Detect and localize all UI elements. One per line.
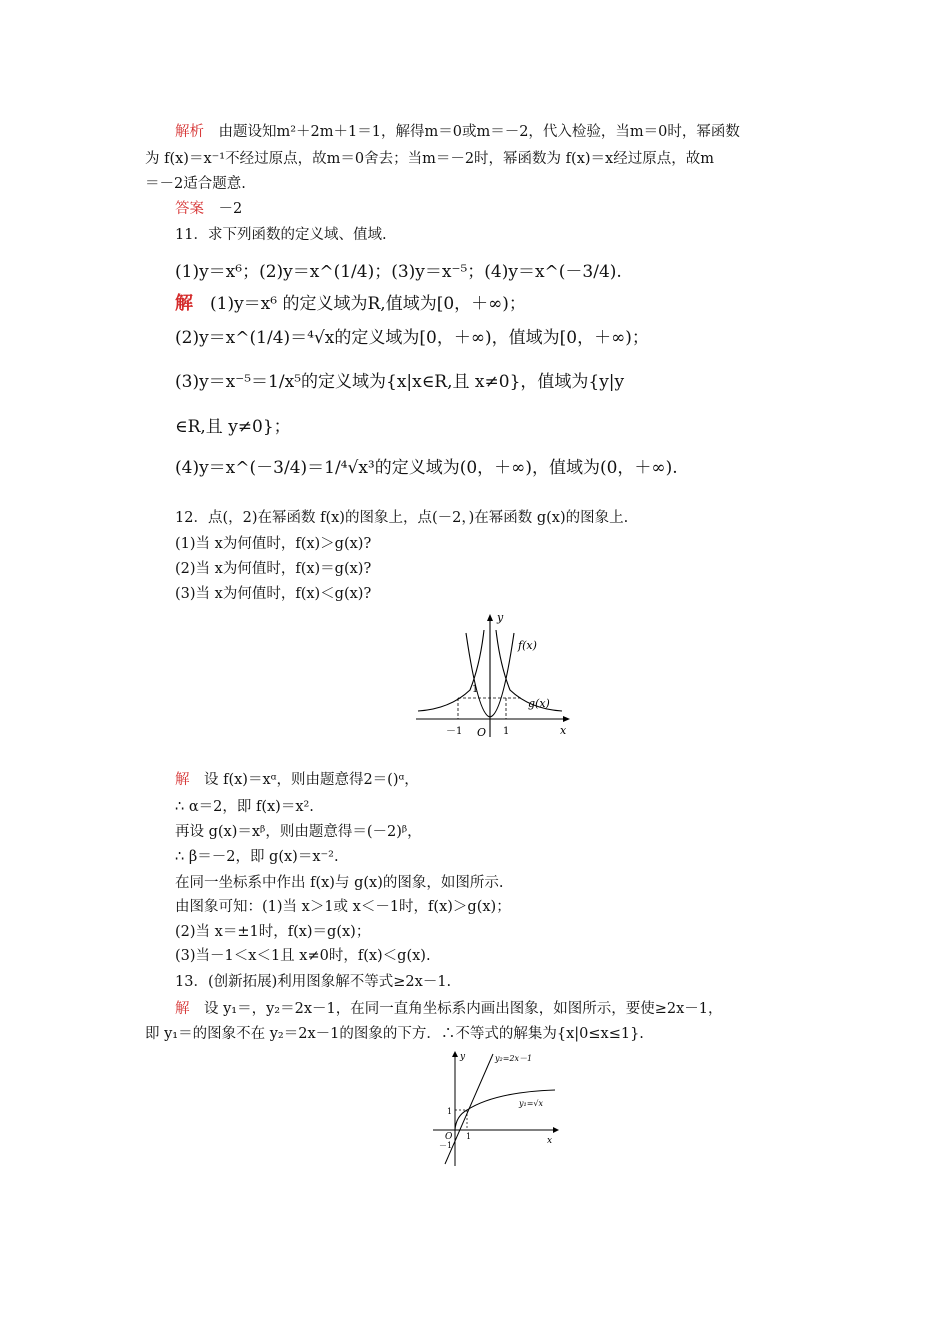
g-curve-left xyxy=(418,630,484,711)
problem-13-title: 13．(创新拓展)利用图象解不等式≥2x－1. xyxy=(175,974,452,990)
figure-inequality xyxy=(425,1046,565,1168)
tick-1: 1 xyxy=(466,1132,472,1141)
solution-13-line-2: 即 y₁＝的图象不在 y₂＝2x－1的图象的下方．∴不等式的解集为{x|0≤x≤1}. xyxy=(145,1026,644,1042)
g-label: g(x) xyxy=(528,697,550,710)
tick-neg1: －1 xyxy=(446,726,463,737)
label-solution: 解 xyxy=(175,293,193,314)
y-axis-label: y xyxy=(460,1052,466,1062)
problem-11-functions: (1)y＝x⁶；(2)y＝x^(1/4)；(3)y＝x⁻⁵；(4)y＝x^(－3/4). xyxy=(175,262,622,282)
solution-11-line-2: (2)y＝x^(1/4)＝⁴√x的定义域为[0，＋∞)，值域为[0，＋∞)； xyxy=(175,328,649,348)
solution-11-line-5: (4)y＝x^(－3/4)＝1/⁴√x³的定义域为(0，＋∞)，值域为(0，＋∞). xyxy=(175,458,678,478)
answer-10: 答案 －2 xyxy=(175,201,243,217)
origin-label: O xyxy=(445,1132,453,1142)
tick-y1: 1 xyxy=(472,684,479,695)
tick-yneg1: －1 xyxy=(439,1141,453,1150)
solution-10-line-1: 解析 由题设知m²＋2m＋1＝1，解得m＝0或m＝－2，代入检验，当m＝0时，幂函数 xyxy=(175,124,740,140)
x-axis-arrow xyxy=(563,716,570,722)
problem-12-q2: (2)当 x为何值时，f(x)＝g(x)? xyxy=(175,561,372,577)
origin-label: O xyxy=(477,726,487,739)
line-label: y₂=2x－1 xyxy=(495,1054,533,1063)
problem-12-q1: (1)当 x为何值时，f(x)＞g(x)? xyxy=(175,536,372,552)
solution-11-line-3: (3)y＝x⁻⁵＝1/x⁵的定义域为{x|x∈R,且 x≠0}，值域为{y|y xyxy=(175,372,625,392)
solution-12-line-4: ∴ β＝－2，即 g(x)＝x⁻². xyxy=(175,849,339,865)
x-axis-label: x xyxy=(560,724,567,737)
label-answer: 答案 xyxy=(175,201,204,217)
label-solution: 解 xyxy=(175,1001,190,1017)
f-label: f(x) xyxy=(518,639,537,652)
solution-12-line-7: (2)当 x＝±1时，f(x)＝g(x)； xyxy=(175,924,371,940)
x-axis-label: x xyxy=(547,1136,553,1146)
curve-label: y₁=√x xyxy=(519,1099,544,1108)
curve-y1 xyxy=(455,1090,555,1130)
problem-12-q3: (3)当 x为何值时，f(x)＜g(x)? xyxy=(175,586,372,602)
problem-12-title: 12．点(，2)在幂函数 f(x)的图象上，点(－2，)在幂函数 g(x)的图象上. xyxy=(175,510,629,526)
solution-13-line-1: 解 设 y₁＝，y₂＝2x－1，在同一直角坐标系内画出图象，如图所示，要使≥2x－1， xyxy=(175,1001,723,1017)
y-axis-label: y xyxy=(497,611,504,624)
solution-12-line-6: 由图象可知：(1)当 x＞1或 x＜－1时，f(x)＞g(x)； xyxy=(175,899,511,915)
tick-1: 1 xyxy=(503,726,510,737)
solution-12-line-2: ∴ α＝2，即 f(x)＝x². xyxy=(175,799,314,815)
solution-11-line-1: 解 (1)y＝x⁶ 的定义域为R,值域为[0，＋∞)； xyxy=(175,293,526,314)
solution-12-line-3: 再设 g(x)＝xᵝ，则由题意得＝(－2)ᵝ， xyxy=(175,824,422,840)
solution-10-line-3: ＝－2适合题意. xyxy=(145,176,246,192)
figure-power-functions xyxy=(410,605,580,740)
solution-12-line-8: (3)当－1＜x＜1且 x≠0时，f(x)＜g(x). xyxy=(175,948,431,964)
solution-12-line-1: 解 设 f(x)＝xᵅ，则由题意得2＝()ᵅ， xyxy=(175,772,419,788)
x-axis-arrow xyxy=(553,1127,559,1133)
label-solution: 解 xyxy=(175,772,190,788)
solution-11-line-4: ∈R,且 y≠0}； xyxy=(175,417,291,437)
y-axis-arrow xyxy=(487,614,493,621)
label-analysis: 解析 xyxy=(175,124,204,140)
problem-11-title: 11．求下列函数的定义域、值域. xyxy=(175,227,387,243)
y-axis-arrow xyxy=(452,1051,458,1057)
tick-y1: 1 xyxy=(447,1107,453,1116)
solution-10-line-2: 为 f(x)＝x⁻¹不经过原点，故m＝0舍去；当m＝－2时，幂函数为 f(x)＝x经过原点，故m xyxy=(145,151,714,167)
solution-12-line-5: 在同一坐标系中作出 f(x)与 g(x)的图象，如图所示. xyxy=(175,875,504,891)
